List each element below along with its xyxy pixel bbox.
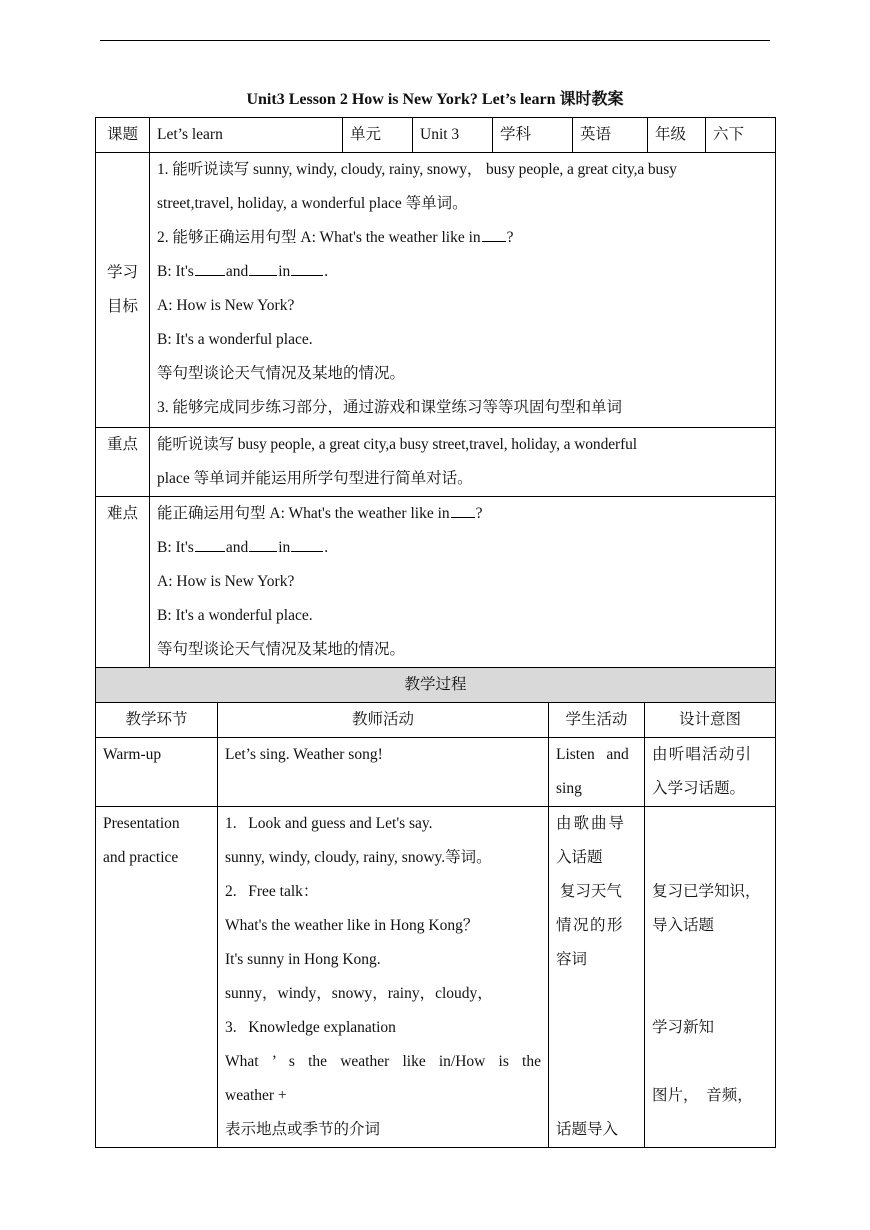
difficulty-line-4: B: It's a wonderful place. [157, 607, 313, 624]
learning-goals-content [150, 153, 776, 428]
teacher-line: weather + [225, 1087, 287, 1104]
teaching-process-table [95, 667, 776, 1148]
process-header-row [96, 703, 776, 738]
topic-label: 课题 [96, 118, 150, 153]
key-points-content [150, 428, 776, 497]
warmup-row [96, 738, 776, 807]
goal-line-1: 1. 能听说读写 sunny, windy, cloudy, rainy, snowy， busy people, a great city,a busy [157, 161, 677, 178]
warmup-teacher: Let’s sing. Weather song! [218, 738, 549, 807]
grade-label: 年级 [648, 118, 706, 153]
warmup-stage: Warm-up [96, 738, 218, 807]
teacher-line: What ’ s the weather like in/How is the [225, 1053, 541, 1070]
difficulty-label: 难点 [96, 497, 150, 668]
col-header-intent: 设计意图 [645, 703, 776, 738]
teacher-line: What's the weather like in Hong Kong？ [225, 917, 479, 934]
learning-goals-label: 学习 目标 [96, 153, 150, 428]
col-header-teacher: 教师活动 [218, 703, 549, 738]
teacher-line: It's sunny in Hong Kong. [225, 951, 381, 968]
teacher-line: 3. Knowledge explanation [225, 1019, 396, 1036]
goal-line-4: B: It's and in . [157, 255, 768, 289]
difficulty-line-1: 能正确运用句型 A: What's the weather like in ? [157, 497, 768, 531]
difficulty-content [150, 497, 776, 668]
key-points-row [96, 428, 776, 497]
document-title: Unit3 Lesson 2 How is New York? Let’s learn 课时教案 [246, 91, 624, 108]
presentation-student: 由歌曲导 入话题 复习天气 情况的形 容词 话题导入 [549, 807, 645, 1148]
warmup-student: Listen and sing [549, 738, 645, 807]
key-points-label: 重点 [96, 428, 150, 497]
goal-line-3: 2. 能够正确运用句型 A: What's the weather like in ? [157, 221, 768, 255]
col-header-stage: 教学环节 [96, 703, 218, 738]
teacher-line: 表示地点或季节的介词 [225, 1121, 381, 1138]
grade-value: 六下 [706, 118, 776, 153]
learning-goals-row [96, 153, 776, 428]
presentation-stage: Presentation and practice [96, 807, 218, 1148]
difficulty-line-5: 等句型谈论天气情况及某地的情况。 [157, 641, 406, 658]
header-rule [100, 40, 770, 41]
col-header-student: 学生活动 [549, 703, 645, 738]
teacher-line: sunny, windy, cloudy, rainy, snowy.等词。 [225, 849, 492, 866]
goal-line-5: A: How is New York? [157, 297, 295, 314]
goal-line-2: street,travel, holiday, a wonderful place 等单词。 [157, 195, 468, 212]
subject-label: 学科 [493, 118, 573, 153]
key-line-2: place 等单词并能运用所学句型进行简单对话。 [157, 470, 473, 487]
goal-line-7: 等句型谈论天气情况及某地的情况。 [157, 365, 406, 382]
lesson-info-table [95, 117, 776, 668]
process-banner: 教学过程 [96, 668, 776, 703]
presentation-row [96, 807, 776, 1148]
info-row [96, 118, 776, 153]
unit-value: Unit 3 [413, 118, 493, 153]
unit-label: 单元 [343, 118, 413, 153]
presentation-teacher [218, 807, 549, 1148]
teacher-line: sunny，windy，snowy，rainy，cloudy， [225, 985, 493, 1002]
difficulty-line-3: A: How is New York? [157, 573, 295, 590]
difficulty-line-2: B: It's and in . [157, 531, 768, 565]
warmup-intent: 由听唱活动引 入学习话题。 [645, 738, 776, 807]
goal-line-8: 3. 能够完成同步练习部分，通过游戏和课堂练习等等巩固句型和单词 [157, 399, 623, 416]
presentation-intent: 复习已学知识， 导入话题 学习新知 图片， 音频， [645, 807, 776, 1148]
process-banner-row [96, 668, 776, 703]
teacher-line: 2. Free talk： [225, 883, 319, 900]
goal-line-6: B: It's a wonderful place. [157, 331, 313, 348]
key-line-1: 能听说读写 busy people, a great city,a busy street,travel, holiday, a wonderful [157, 436, 637, 453]
teacher-line: 1. Look and guess and Let's say. [225, 815, 433, 832]
subject-value: 英语 [573, 118, 648, 153]
difficulty-row [96, 497, 776, 668]
topic-value: Let’s learn [150, 118, 343, 153]
